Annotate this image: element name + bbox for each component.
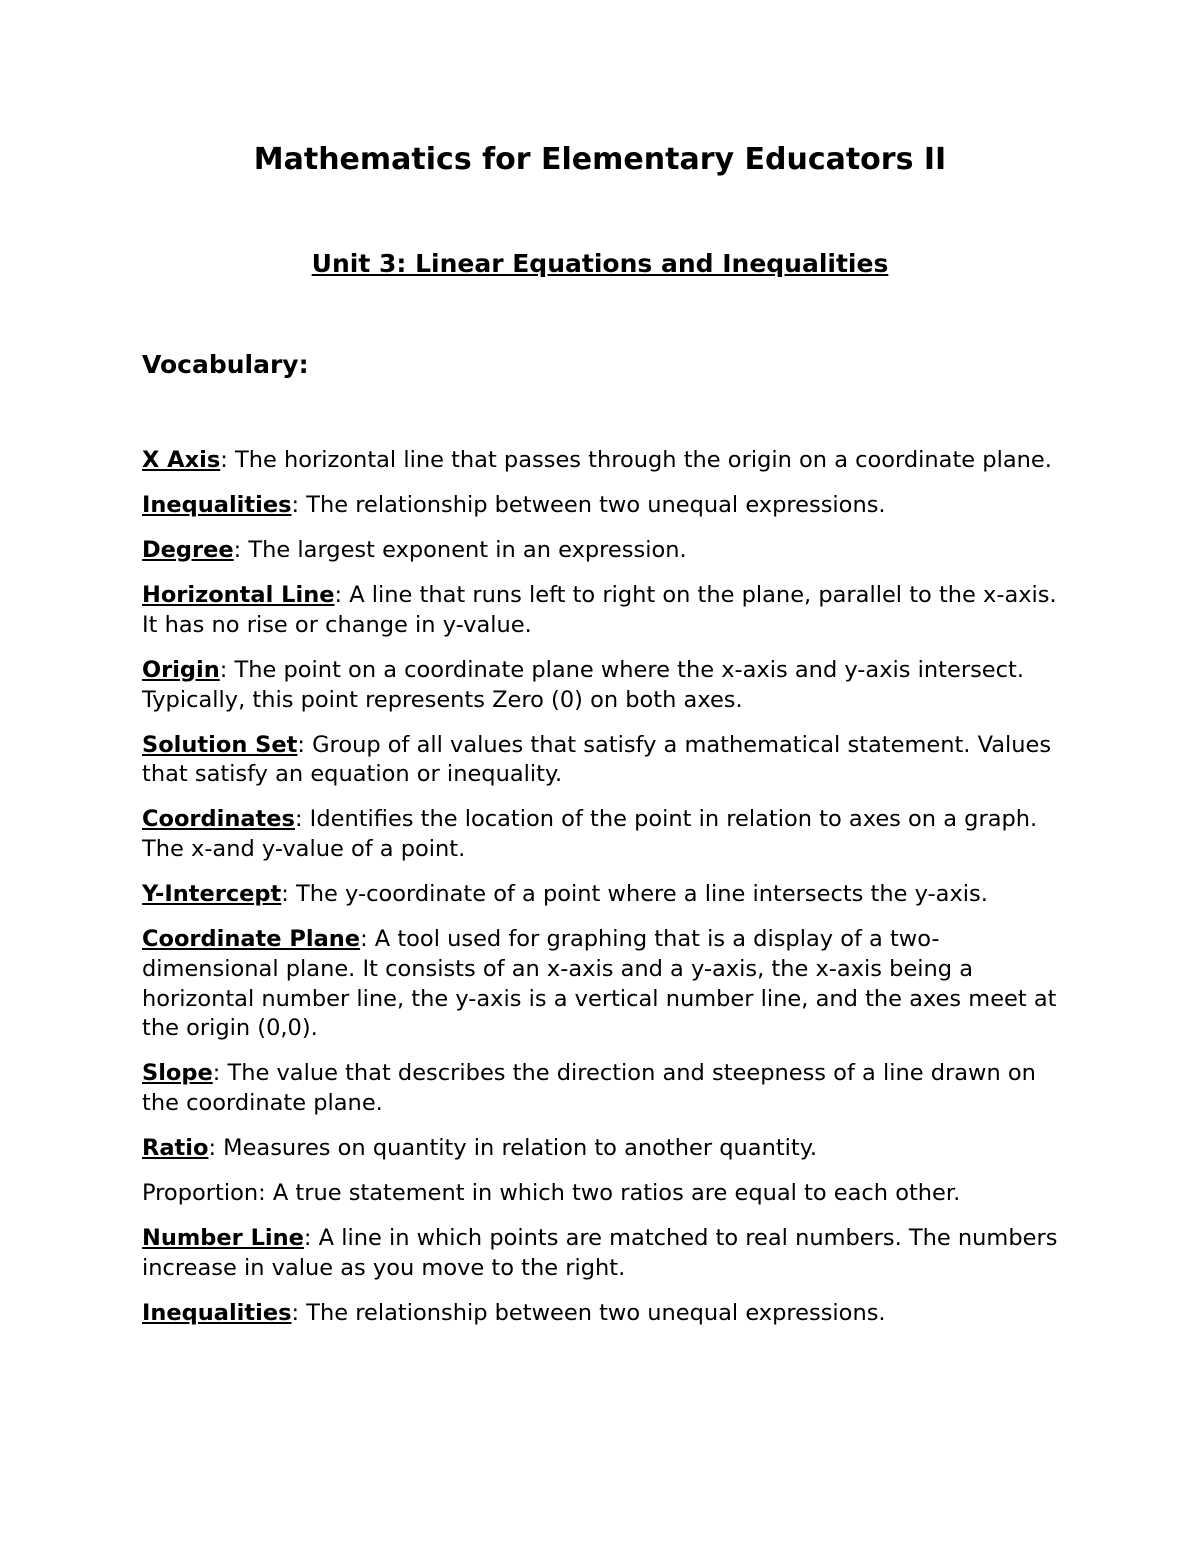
vocab-term: Solution Set [142, 731, 298, 758]
vocab-definition: : The y-coordinate of a point where a line intersects the y-axis. [281, 881, 988, 908]
vocab-term: Inequalities [142, 1299, 292, 1326]
vocab-term: Origin [142, 656, 220, 683]
vocab-definition: : The value that describes the direction and steepness of a line drawn on the coordinate plane. [142, 1060, 1036, 1117]
vocab-entry-x-axis [142, 446, 1062, 476]
vocab-entry-origin [142, 656, 1062, 716]
unit-subtitle: Unit 3: Linear Equations and Inequalities [311, 249, 889, 278]
vocab-term: Coordinate Plane [142, 926, 361, 953]
vocab-term: Inequalities [142, 491, 292, 518]
vocab-definition: : A line that runs left to right on the plane, parallel to the x-axis. It has no rise or change in y-value. [142, 581, 1057, 638]
vocab-plain-text: Proportion: A true statement in which two ratios are equal to each other. [142, 1180, 961, 1207]
vocab-entry-y-intercept [142, 880, 1062, 910]
vocab-entry-horizontal-line [142, 581, 1062, 641]
vocab-entry-degree [142, 536, 1062, 566]
vocab-term: X Axis [142, 447, 221, 473]
vocab-entry-coordinates [142, 805, 1062, 865]
vocab-term: Ratio [142, 1135, 209, 1162]
vocab-term: Horizontal Line [142, 581, 335, 608]
vocab-definition: : The largest exponent in an expression. [233, 536, 687, 563]
vocab-entry-ratio [142, 1134, 1062, 1164]
vocab-definition: : A tool used for graphing that is a display of a two-dimensional plane. It consists of an x-axis and a y-axis, the x-axis being a horizontal number line, the y-axis is a vertical number line, and the axes meet at the origin (0,0). [142, 926, 1057, 1042]
vocab-definition: : The relationship between two unequal expressions. [291, 1299, 886, 1326]
vocabulary-list [142, 446, 1062, 1344]
vocab-definition: : The point on a coordinate plane where the x-axis and y-axis intersect. Typically, this point represents Zero (0) on both axes. [142, 656, 1024, 713]
vocab-term: Coordinates [142, 806, 295, 833]
vocab-term: Number Line [142, 1225, 304, 1252]
vocab-definition: : Measures on quantity in relation to another quantity. [208, 1135, 817, 1162]
vocab-entry-number-line [142, 1224, 1062, 1284]
vocab-definition: : Group of all values that satisfy a mathematical statement. Values that satisfy an equation or inequality. [142, 731, 1052, 788]
vocab-entry-solution-set [142, 731, 1062, 791]
vocab-entry-inequalities-repeat [142, 1299, 1062, 1329]
vocab-entry-coordinate-plane [142, 925, 1062, 1044]
vocab-term: Y-Intercept [142, 881, 282, 908]
vocab-definition: : A line in which points are matched to real numbers. The numbers increase in value as you move to the right. [142, 1225, 1058, 1281]
vocab-entry-inequalities [142, 491, 1062, 521]
vocab-definition: : The relationship between two unequal expressions. [291, 491, 886, 518]
vocab-term: Slope [142, 1060, 213, 1087]
vocab-entry-slope [142, 1059, 1062, 1119]
vocab-definition: : The horizontal line that passes through the origin on a coordinate plane. [220, 447, 1052, 473]
vocabulary-heading: Vocabulary: [142, 350, 309, 379]
vocab-entry-proportion [142, 1179, 1062, 1209]
vocab-term: Degree [142, 536, 234, 563]
vocab-definition: : Identifies the location of the point in relation to axes on a graph. The x-and y-value of a point. [142, 806, 1038, 863]
page-title: Mathematics for Elementary Educators II [253, 142, 947, 177]
